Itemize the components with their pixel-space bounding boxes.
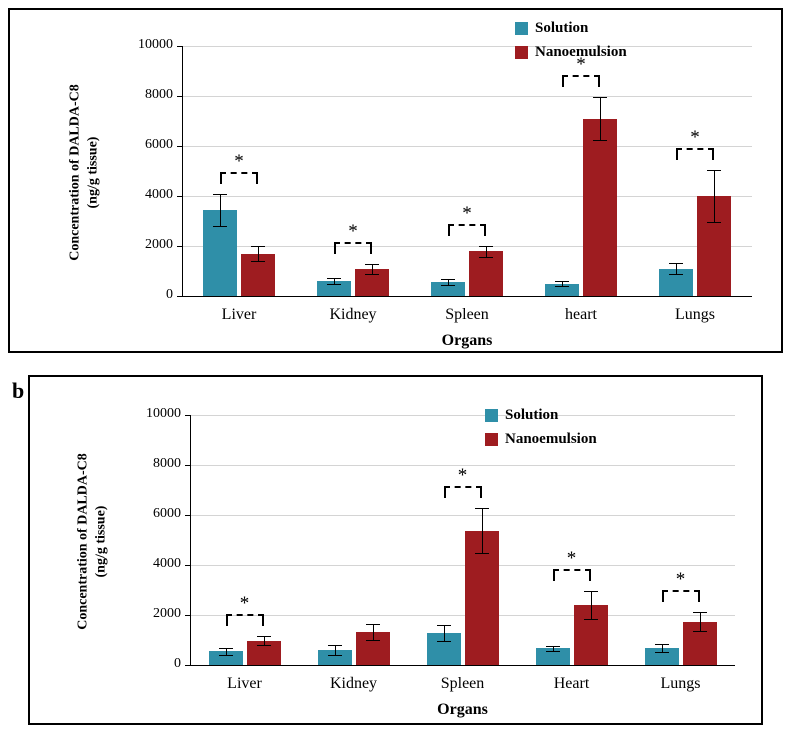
- legend-label-nanoemulsion: Nanoemulsion: [505, 431, 597, 447]
- x-axis-line: [190, 665, 735, 666]
- error-bar-cap: [707, 170, 721, 171]
- error-bar-cap: [365, 264, 379, 265]
- y-tick-label: 0: [166, 287, 173, 302]
- y-tick-label: 8000: [145, 87, 173, 102]
- y-tick-label: 10000: [138, 37, 173, 52]
- legend-label-solution: Solution: [535, 20, 589, 36]
- error-bar-cap: [251, 261, 265, 262]
- legend-swatch-nanoemulsion: [515, 46, 528, 59]
- error-bar-cap: [441, 279, 455, 280]
- error-bar-cap: [584, 619, 598, 620]
- error-bar: [700, 612, 701, 632]
- error-bar-cap: [693, 612, 707, 613]
- error-bar-cap: [441, 285, 455, 286]
- error-bar-cap: [669, 263, 683, 264]
- significance-bracket-spleen: [444, 486, 482, 498]
- x-tick-label-liver: Liver: [227, 675, 262, 692]
- gridline: [182, 46, 752, 47]
- gridline: [182, 96, 752, 97]
- legend-swatch-solution: [515, 22, 528, 35]
- significance-bracket-lungs: [662, 590, 700, 602]
- legend-swatch-solution: [485, 409, 498, 422]
- y-axis-title: [75, 397, 110, 687]
- y-tick-label: 0: [174, 656, 181, 671]
- error-bar: [662, 644, 663, 652]
- x-tick-label-lungs: Lungs: [675, 306, 715, 323]
- y-axis-line: [190, 415, 191, 665]
- significance-bracket-heart: [553, 569, 591, 581]
- y-axis-title-line2: (ng/g tissue): [85, 136, 100, 209]
- error-bar-cap: [366, 624, 380, 625]
- error-bar: [600, 97, 601, 140]
- error-bar-cap: [328, 645, 342, 646]
- error-bar: [372, 264, 373, 274]
- error-bar: [448, 279, 449, 285]
- error-bar-cap: [219, 648, 233, 649]
- error-bar-cap: [707, 222, 721, 223]
- error-bar-cap: [257, 636, 271, 637]
- error-bar-cap: [546, 651, 560, 652]
- significance-star-heart: *: [566, 548, 577, 569]
- significance-bracket-lungs: [676, 148, 714, 160]
- y-tick-label: 2000: [153, 606, 181, 621]
- error-bar-cap: [655, 652, 669, 653]
- error-bar-cap: [366, 640, 380, 641]
- y-tick-label: 6000: [145, 137, 173, 152]
- x-axis-title: Organs: [441, 332, 493, 349]
- error-bar: [714, 170, 715, 223]
- error-bar-cap: [327, 284, 341, 285]
- gridline: [182, 246, 752, 247]
- y-axis-line: [182, 46, 183, 296]
- x-tick-label-lungs: Lungs: [660, 675, 701, 692]
- significance-bracket-heart: [562, 75, 600, 87]
- panel-b-letter: b: [12, 378, 25, 403]
- error-bar: [482, 508, 483, 553]
- error-bar-cap: [257, 645, 271, 646]
- gridline: [190, 415, 735, 416]
- error-bar-cap: [437, 625, 451, 626]
- significance-star-liver: *: [234, 150, 244, 172]
- x-tick-label-heart: heart: [565, 306, 597, 323]
- error-bar: [258, 246, 259, 261]
- error-bar: [591, 591, 592, 619]
- significance-star-liver: *: [239, 593, 250, 615]
- y-axis-title-line1: Concentration of DALDA-C8: [67, 84, 83, 261]
- error-bar: [486, 246, 487, 257]
- error-bar-cap: [251, 246, 265, 247]
- x-axis-line: [182, 296, 752, 297]
- error-bar-cap: [655, 644, 669, 645]
- error-bar-cap: [693, 631, 707, 632]
- error-bar-cap: [219, 655, 233, 656]
- y-axis-title: [67, 28, 102, 318]
- x-tick-label-kidney: Kidney: [329, 306, 377, 323]
- y-tick-label: 10000: [146, 406, 181, 421]
- legend-item-nanoemulsion: [485, 431, 597, 448]
- error-bar-cap: [475, 508, 489, 509]
- error-bar-cap: [555, 286, 569, 287]
- error-bar-cap: [584, 591, 598, 592]
- significance-star-lungs: *: [690, 126, 700, 148]
- error-bar-cap: [669, 274, 683, 275]
- error-bar-cap: [593, 97, 607, 98]
- error-bar: [220, 194, 221, 227]
- legend-swatch-nanoemulsion: [485, 433, 498, 446]
- error-bar: [373, 624, 374, 641]
- x-tick-label-heart: Heart: [553, 675, 590, 692]
- gridline: [190, 515, 735, 516]
- error-bar: [676, 263, 677, 274]
- error-bar-cap: [213, 194, 227, 195]
- bar-heart-nanoemulsion: [583, 119, 617, 297]
- error-bar: [335, 645, 336, 655]
- error-bar-cap: [213, 226, 227, 227]
- y-axis-title-line1: Concentration of DALDA-C8: [75, 453, 91, 630]
- chart-panel-a: [8, 8, 783, 353]
- y-tick-label: 2000: [145, 237, 173, 252]
- x-axis-title: Organs: [437, 701, 488, 718]
- y-tick-label: 6000: [153, 506, 181, 521]
- legend-item-solution: [515, 20, 588, 37]
- significance-bracket-kidney: [334, 242, 372, 254]
- x-tick-label-spleen: Spleen: [445, 306, 489, 323]
- significance-bracket-liver: [220, 172, 258, 184]
- error-bar-cap: [546, 646, 560, 647]
- significance-bracket-spleen: [448, 224, 486, 236]
- error-bar-cap: [327, 278, 341, 279]
- gridline: [190, 565, 735, 566]
- error-bar: [444, 625, 445, 642]
- significance-bracket-liver: [226, 614, 264, 626]
- significance-star-spleen: *: [457, 465, 468, 486]
- legend-label-solution: Solution: [505, 407, 559, 423]
- error-bar-cap: [479, 246, 493, 247]
- error-bar-cap: [365, 274, 379, 275]
- y-tick-label: 8000: [153, 456, 181, 471]
- gridline: [182, 196, 752, 197]
- error-bar-cap: [437, 641, 451, 642]
- significance-star-heart: *: [576, 54, 586, 76]
- error-bar-cap: [328, 655, 342, 656]
- chart-panel-b: [28, 375, 763, 725]
- legend-item-solution: [485, 407, 558, 424]
- error-bar-cap: [475, 553, 489, 554]
- y-tick-label: 4000: [145, 187, 173, 202]
- error-bar-cap: [555, 281, 569, 282]
- gridline: [190, 615, 735, 616]
- x-tick-label-spleen: Spleen: [440, 675, 485, 692]
- significance-star-lungs: *: [675, 568, 686, 590]
- significance-star-kidney: *: [348, 220, 358, 242]
- error-bar: [264, 636, 265, 645]
- legend-item-nanoemulsion: [515, 44, 627, 61]
- significance-star-spleen: *: [462, 202, 472, 224]
- y-tick-label: 4000: [153, 556, 181, 571]
- error-bar-cap: [479, 257, 493, 258]
- x-tick-label-liver: Liver: [221, 306, 257, 323]
- x-tick-label-kidney: Kidney: [329, 675, 378, 692]
- error-bar-cap: [593, 140, 607, 141]
- y-axis-title-line2: (ng/g tissue): [93, 505, 108, 578]
- legend-label-nanoemulsion: Nanoemulsion: [535, 44, 627, 60]
